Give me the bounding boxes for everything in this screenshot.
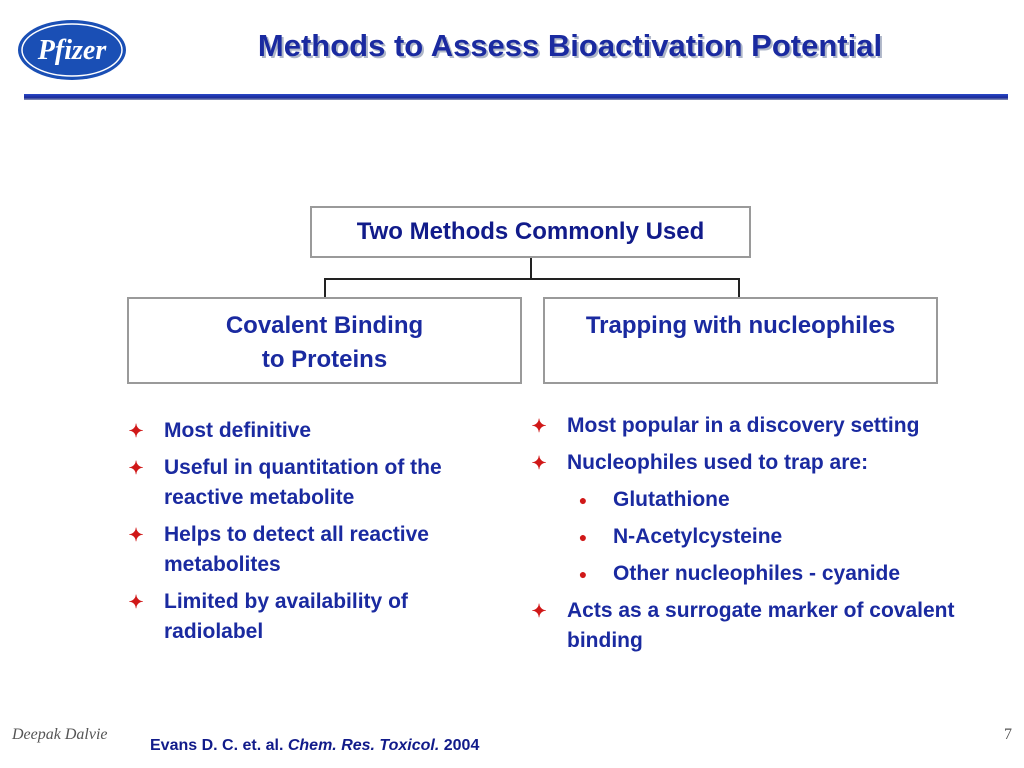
footer-author: Deepak Dalvie (12, 726, 108, 743)
list-item: ✦ Useful in quantitation of the reactive metabolite (126, 453, 496, 513)
reference-journal: Chem. Res. Toxicol. (287, 737, 440, 754)
star-bullet-icon: ✦ (128, 421, 144, 441)
connector-left-drop (324, 278, 326, 297)
list-item: ✦ Acts as a surrogate marker of covalent binding (529, 596, 989, 656)
star-bullet-icon: ✦ (128, 592, 144, 612)
trapping-list (529, 411, 989, 663)
list-item: ✦ Most definitive (126, 416, 496, 446)
diagram-root-label: Two Methods Commonly Used (356, 218, 705, 245)
star-bullet-icon: ✦ (531, 453, 547, 473)
pfizer-logo (16, 18, 128, 82)
diagram-left-box (127, 297, 522, 384)
star-bullet-icon: ✦ (531, 416, 547, 436)
connector-stem (530, 258, 532, 278)
diagram-right-box (543, 297, 938, 384)
list-item: ✦ Limited by availability of radiolabel (126, 587, 496, 647)
title-divider (24, 94, 1008, 100)
sub-list-item: ● Other nucleophiles - cyanide (529, 559, 989, 589)
list-item: ✦ Most popular in a discovery setting (529, 411, 989, 441)
star-bullet-icon: ✦ (531, 601, 547, 621)
dot-bullet-icon: ● (578, 492, 588, 508)
reference-authors: Evans D. C. et. al. (150, 737, 284, 754)
sub-list-item: ● Glutathione (529, 485, 989, 515)
dot-bullet-icon: ● (578, 566, 588, 582)
diagram-left-label-line2: to Proteins (261, 346, 388, 373)
star-bullet-icon: ✦ (128, 458, 144, 478)
star-bullet-icon: ✦ (128, 525, 144, 545)
diagram-root-box (310, 206, 751, 258)
connector-horizontal (324, 278, 740, 280)
diagram-right-label: Trapping with nucleophiles (585, 312, 896, 339)
reference-year: 2004 (443, 737, 480, 754)
list-item: ✦ Helps to detect all reactive metabolites (126, 520, 496, 580)
svg-text:Pfizer: Pfizer (37, 35, 107, 66)
diagram-left-label-line1: Covalent Binding (225, 312, 424, 339)
slide-title: Methods to Assess Bioactivation Potential (257, 28, 883, 63)
connector-right-drop (738, 278, 740, 297)
dot-bullet-icon: ● (578, 529, 588, 545)
list-item: ✦ Nucleophiles used to trap are: (529, 448, 989, 478)
covalent-binding-list (126, 416, 496, 654)
sub-list-item: ● N-Acetylcysteine (529, 522, 989, 552)
page-number: 7 (1004, 726, 1012, 743)
footer-reference (150, 737, 479, 755)
